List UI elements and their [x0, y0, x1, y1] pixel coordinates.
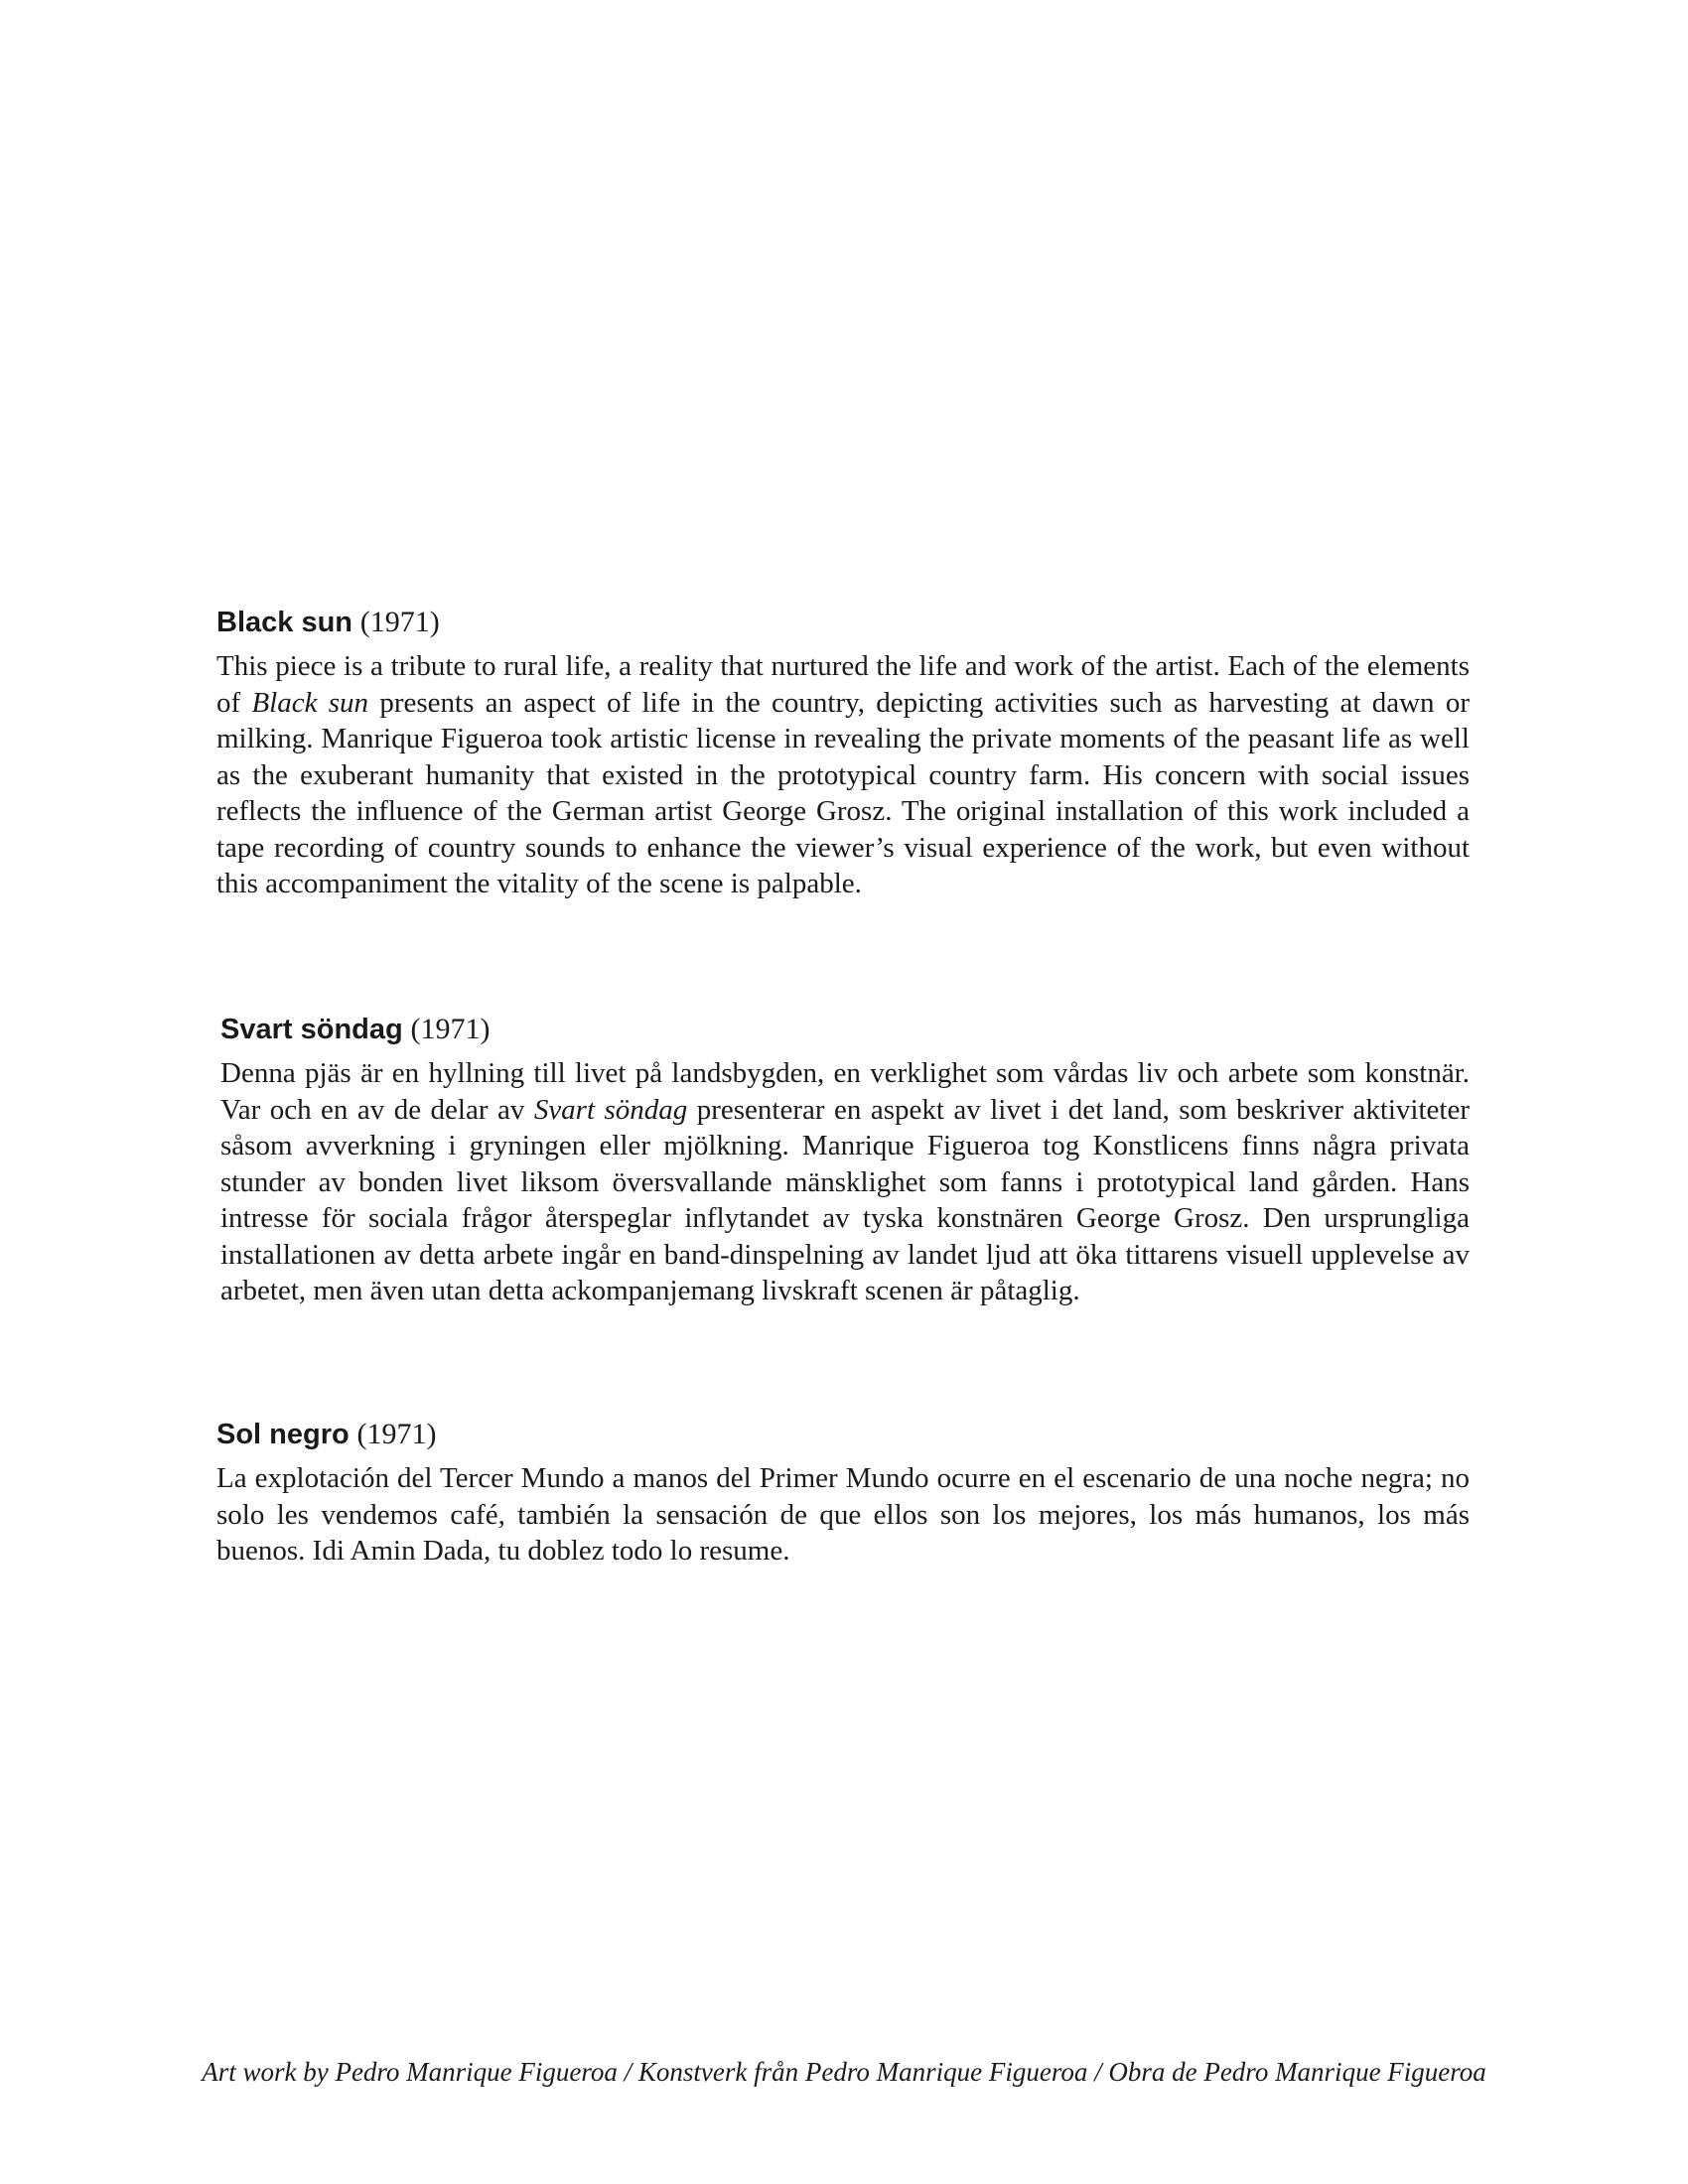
- artwork-title: Svart söndag: [220, 1014, 403, 1045]
- section-svart-sondag: [220, 1009, 1470, 1309]
- section-body: [220, 1055, 1470, 1309]
- artwork-title: Black sun: [216, 607, 352, 638]
- body-italic-title: Black sun: [251, 686, 369, 719]
- body-text: presenterar en aspekt av livet i det land, som beskriver aktiviteter såsom avverkning i gryningen eller mjölkning. Manrique Figueroa tog Konstlicens finns några privata stunder av bonden livet liksom översvallande mänsklighet som fanns i prototypical land gården. Hans intresse för sociala frågor återspeglar inflytandet av tyska konstnären George Grosz. Den ursprungliga installationen av detta arbete ingår en band-dinspelning av landet ljud att öka tittarens visuell upplevelse av arbetet, men även utan detta ackompanjemang livskraft scenen är påtaglig.: [220, 1093, 1471, 1306]
- section-body: [216, 648, 1470, 902]
- section-heading: [216, 1414, 1470, 1454]
- body-text: presents an aspect of life in the country, depicting activities such as harvesting at dawn or milking. Manrique Figueroa took artistic license in revealing the private moments of the peasant life as well as the exuberant humanity that existed in the prototypical country farm. His concern with social issues reflects the influence of the German artist George Grosz. The original installation of this work included a tape recording of country sounds to enhance the viewer’s visual experience of the work, but even without this accompaniment the vitality of the scene is palpable.: [216, 686, 1470, 899]
- artwork-year: (1971): [359, 606, 440, 638]
- section-body: La explotación del Tercer Mundo a manos del Primer Mundo ocurre en el escenario de una noche negra; no solo les vendemos café, también la sensación de que ellos son los mejores, los más humanos, los más buenos. Idi Amin Dada, tu doblez todo lo resume.: [216, 1462, 1470, 1567]
- section-black-sun: [216, 602, 1470, 902]
- body-text: Denna pjäs är en hyllning till livet på landsbygden, en verklighet som vårdas liv och arbete som konstnär. Var och en av de delar av: [220, 1057, 1470, 1126]
- body-text: This piece is a tribute to rural life, a reality that nurtured the life and work of the artist. Each of the elements of: [216, 650, 1470, 719]
- body-italic-title: Svart söndag: [533, 1093, 688, 1126]
- artwork-year: (1971): [410, 1013, 491, 1045]
- artwork-year: (1971): [356, 1418, 437, 1450]
- artwork-title: Sol negro: [216, 1419, 350, 1450]
- section-sol-negro: [216, 1414, 1470, 1570]
- page-footer: Art work by Pedro Manrique Figueroa / Konstverk från Pedro Manrique Figueroa / Obra de Pedro Manrique Figueroa: [202, 2057, 1486, 2087]
- section-heading: [216, 602, 1470, 642]
- section-heading: [220, 1009, 1470, 1049]
